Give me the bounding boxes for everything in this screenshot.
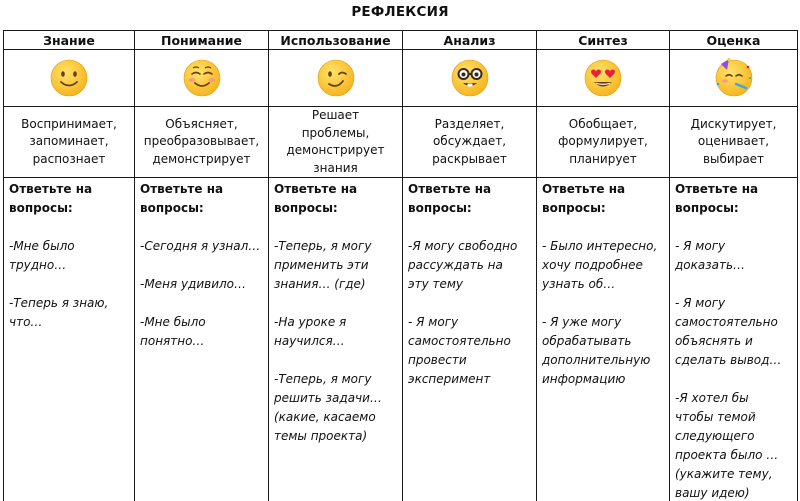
questions-title <box>542 180 665 218</box>
column-header: Понимание <box>135 31 269 50</box>
text-line: вопросы: <box>675 201 739 215</box>
text-line: Дискутирует, <box>690 116 777 131</box>
text-line: распознает <box>32 151 106 166</box>
questions-row <box>4 178 798 501</box>
text-line: чтобы темой <box>675 410 756 424</box>
text-line: - Я могу <box>675 296 726 310</box>
page-title: РЕФЛЕКСИЯ <box>351 4 449 20</box>
emoji-cell <box>135 50 269 107</box>
text-line: демонстрирует <box>152 151 251 166</box>
answer-prompt <box>274 370 398 446</box>
winking-face-icon <box>316 58 356 98</box>
text-line: научился… <box>274 334 345 348</box>
text-line: преобразовывает, <box>143 134 260 149</box>
text-line: применить эти <box>274 258 369 272</box>
text-line: эту тему <box>408 277 464 291</box>
emoji-cell <box>403 50 537 107</box>
column-header: Оценка <box>670 31 798 50</box>
emoji-row <box>4 50 798 107</box>
text-line: узнать об… <box>542 277 616 291</box>
text-line: планирует <box>569 151 637 166</box>
text-line: объяснять и <box>675 334 753 348</box>
answer-prompt <box>274 313 398 351</box>
text-line: Ответьте на <box>140 182 224 196</box>
text-line: эксперимент <box>408 372 491 386</box>
text-line: проблемы, <box>301 125 370 140</box>
text-line: - Я уже могу <box>542 315 622 329</box>
text-line: вопросы: <box>9 201 73 215</box>
text-line: самостоятельно <box>408 334 511 348</box>
text-line: знания <box>313 160 358 175</box>
text-line: -Меня удивило… <box>140 277 247 291</box>
questions-cell <box>135 178 269 501</box>
answer-prompt <box>542 237 665 294</box>
questions-title <box>675 180 793 218</box>
text-line: вопросы: <box>274 201 338 215</box>
answer-prompt <box>542 313 665 389</box>
text-line: Ответьте на <box>9 182 93 196</box>
text-line: Обобщает, <box>568 116 638 131</box>
text-line: раскрывает <box>432 151 507 166</box>
answer-prompt <box>675 237 793 275</box>
text-line: Ответьте на <box>274 182 358 196</box>
header-row <box>4 31 798 50</box>
text-line: -На уроке я <box>274 315 347 329</box>
emoji-cell <box>537 50 670 107</box>
description-cell <box>135 107 269 178</box>
text-line: демонстрирует <box>286 143 385 157</box>
answer-prompt <box>408 313 532 389</box>
text-line: дополнительную <box>542 353 651 367</box>
text-line: -Сегодня я узнал… <box>140 239 261 253</box>
questions-title <box>408 180 532 218</box>
smiling-face-icon <box>182 58 222 98</box>
questions-cell <box>4 178 135 501</box>
text-line: знания… (где) <box>274 277 366 291</box>
text-line: провести <box>408 353 467 367</box>
answer-prompt <box>274 237 398 294</box>
answer-prompt <box>675 294 793 370</box>
text-line: самостоятельно <box>675 315 778 329</box>
text-line: хочу подробнее <box>542 258 643 272</box>
text-line: -Мне было <box>9 239 75 253</box>
questions-cell <box>269 178 403 501</box>
answer-prompt <box>9 237 130 275</box>
description-cell <box>403 107 537 178</box>
answer-prompt <box>140 275 264 294</box>
heart-eyes-face-icon <box>583 58 623 98</box>
text-line: информацию <box>542 372 626 386</box>
column-header: Синтез <box>537 31 670 50</box>
text-line: Воспринимает, <box>21 116 117 131</box>
text-line: Ответьте на <box>408 182 492 196</box>
text-line: вашу идею) <box>675 486 750 500</box>
column-header: Знание <box>4 31 135 50</box>
partying-face-icon <box>714 58 754 98</box>
text-line: Разделяет, <box>434 116 505 131</box>
text-line: вопросы: <box>408 201 472 215</box>
description-cell <box>269 107 403 178</box>
text-line: формулирует, <box>558 134 648 149</box>
text-line: Решает <box>311 108 360 122</box>
text-line: трудно… <box>9 258 67 272</box>
text-line: (какие, касаемо <box>274 410 376 424</box>
emoji-cell <box>4 50 135 107</box>
text-line: понятно… <box>140 334 205 348</box>
answer-prompt <box>408 237 532 294</box>
text-line: Ответьте на <box>675 182 759 196</box>
questions-title <box>9 180 130 218</box>
text-line: -Теперь, я могу <box>274 372 372 386</box>
answer-prompt <box>140 313 264 351</box>
emoji-cell <box>670 50 798 107</box>
text-line: проекта было … <box>675 448 779 462</box>
questions-cell <box>403 178 537 501</box>
text-line: вопросы: <box>140 201 204 215</box>
text-line: - Было интересно, <box>542 239 658 253</box>
text-line: -Теперь, я могу <box>274 239 372 253</box>
column-header: Использование <box>269 31 403 50</box>
answer-prompt <box>140 237 264 256</box>
description-cell <box>4 107 135 178</box>
text-line: решить задачи… <box>274 391 382 405</box>
slightly-smiling-face-icon <box>49 58 89 98</box>
text-line: вопросы: <box>542 201 606 215</box>
reflection-table <box>3 30 798 501</box>
text-line: рассуждать на <box>408 258 503 272</box>
questions-cell <box>537 178 670 501</box>
text-line: -Я хотел бы <box>675 391 749 405</box>
text-line: Объясняет, <box>165 116 238 131</box>
text-line: выбирает <box>702 151 765 166</box>
questions-cell <box>670 178 798 501</box>
text-line: что… <box>9 315 43 329</box>
text-line: -Теперь я знаю, <box>9 296 109 310</box>
text-line: запоминает, <box>29 134 109 149</box>
nerd-face-icon <box>450 58 490 98</box>
description-cell <box>670 107 798 178</box>
text-line: -Мне было <box>140 315 206 329</box>
text-line: доказать… <box>675 258 746 272</box>
text-line: обсуждает, <box>432 134 507 149</box>
text-line: -Я могу свободно <box>408 239 518 253</box>
text-line: Ответьте на <box>542 182 626 196</box>
column-header: Анализ <box>403 31 537 50</box>
text-line: обрабатывать <box>542 334 632 348</box>
text-line: следующего <box>675 429 755 443</box>
questions-title <box>274 180 398 218</box>
questions-title <box>140 180 264 218</box>
text-line: (укажите тему, <box>675 467 773 481</box>
answer-prompt <box>675 389 793 501</box>
text-line: темы проекта) <box>274 429 368 443</box>
answer-prompt <box>9 294 130 332</box>
text-line: - Я могу <box>675 239 726 253</box>
text-line: оценивает, <box>697 134 770 149</box>
text-line: - Я могу <box>408 315 459 329</box>
description-row <box>4 107 798 178</box>
emoji-cell <box>269 50 403 107</box>
text-line: сделать вывод… <box>675 353 782 367</box>
description-cell <box>537 107 670 178</box>
